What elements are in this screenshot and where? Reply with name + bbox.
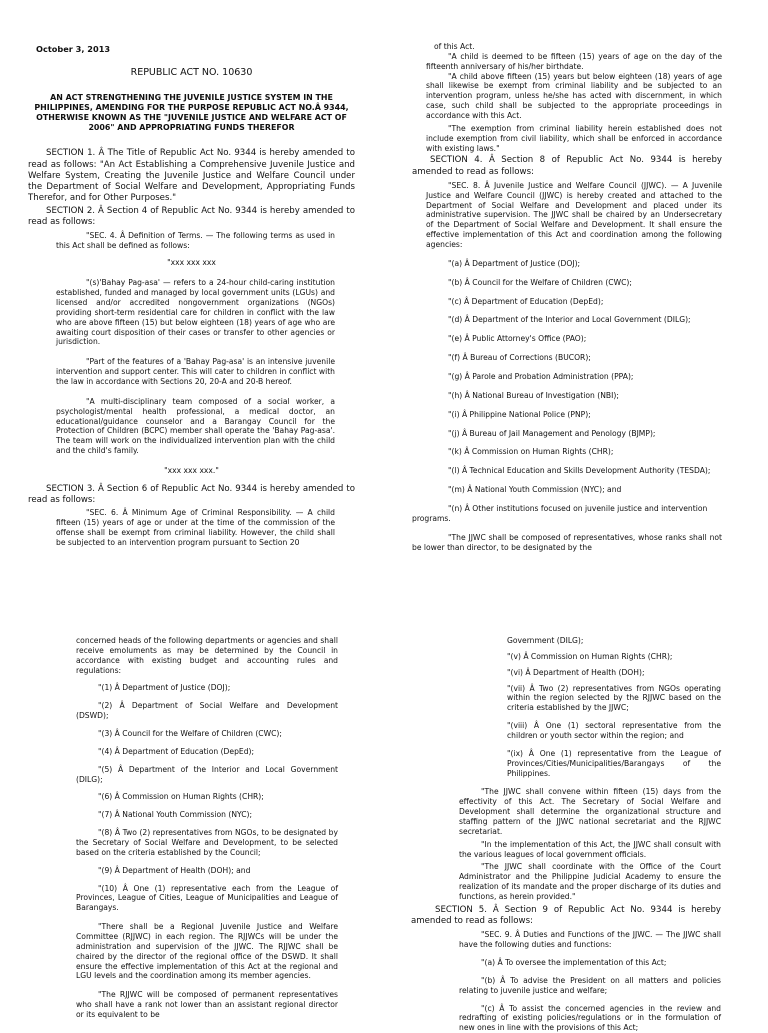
section-3: SECTION 3. Â Section 6 of Republic Act No. 9344 is hereby amended to read as follows: [28,483,355,505]
duty-a: "(a) Â To oversee the implementation of this Act; [481,957,667,967]
agency-l: "(l) Â Technical Education and Skills Development Authority (TESDA); [448,466,711,476]
sec-4-definition-of-terms: "SEC. 4. Â Definition of Terms. — The following terms as used in this Act shall be defined as follows: [56,230,335,250]
document-date: October 3, 2013 [36,44,111,54]
agency-m: "(m) Â National Youth Commission (NYC); and [448,485,622,495]
rjjwc-creation: "There shall be a Regional Juvenile Justice and Welfare Committee (RJJWC) in each region. The RJJWCs will be under the administration and supervision of the JJWC. The RJJWC shall be chaired by the director of the regional office of the DSWD. It shall ensure the effective implementation of this Act at the regional and LGU levels and the coordination among its member agencies. [76,922,338,981]
of-this-act: of this Act. [434,42,475,51]
rjjwc-member-ix: "(ix) Â One (1) representative from the League of Provinces/Cities/Municipalities/Barangays of the Philippines. [507,748,721,778]
rjjwc-composition: "The RJJWC will be composed of permanent representatives who shall have a rank not lower than an assistant regional director or its equivalent to be [76,990,338,1020]
multi-disciplinary-team: "A multi-disciplinary team composed of a social worker, a psychologist/mental health professional, a medical doctor, an educational/guidance counselor and a Barangay Council for the Protection of Children (BCPC) member shall operate the 'Bahay Pag-asa'. The team will work on the individualized intervention plan with the child and the child's family. [56,396,335,456]
page1-left-column [28,44,355,548]
member-10: "(10) Â One (1) representative each from the League of Provinces, League of Cities, League of Municipalities and League of Barangays. [76,883,338,913]
bahay-pag-asa-definition: "(s)'Bahay Pag-asa' — refers to a 24-hour child-caring institution established, funded and managed by local government units (LGUs) and licensed and/or accredited nongovernment organizations (NGOs) providing short-term residential care for children in conflict with the law who are above fifteen (15) but below eighteen (18) years of age who are awaiting court disposition of their cases or transfer to other agencies or jurisdiction. [56,278,335,347]
rjjwc-dilg: Government (DILG); [507,636,584,645]
duty-b: "(b) Â To advise the President on all matters and policies relating to juvenile justice and welfare; [459,975,721,995]
civil-liability-exemption: "The exemption from criminal liability herein established does not include exemption from civil liability, which shall be enforced in accordance with existing laws." [426,123,722,153]
page1-right-column [412,42,722,552]
sec-9-duties: "SEC. 9. Â Duties and Functions of the JJWC. — The JJWC shall have the following duties and functions: [459,930,721,950]
member-2: "(2) Â Department of Social Welfare and Development (DSWD); [76,701,338,721]
placeholder-xxx: "xxx xxx xxx [167,258,216,268]
member-9: "(9) Â Department of Health (DOH); and [98,865,251,875]
agency-j: "(j) Â Bureau of Jail Management and Penology (BJMP); [448,428,656,438]
section-2: SECTION 2. Â Section 4 of Republic Act No. 9344 is hereby amended to read as follows: [28,206,355,228]
act-heading: AN ACT STRENGTHENING THE JUVENILE JUSTICE SYSTEM IN THE PHILIPPINES, AMENDING FOR THE PURPOSE REPUBLIC ACT NO.Â 9344, OTHERWISE KNOWN AS THE "JUVENILE JUSTICE AND WELFARE ACT OF 2006" AND APPROPRIATING FUNDS THEREFOR [34,93,349,133]
member-8: "(8) Â Two (2) representatives from NGOs, to be designated by the Secretary of Social Welfare and Development, to be selected based on the criteria established by the Council; [76,828,338,857]
rjjwc-member-v: "(v) Â Commission on Human Rights (CHR); [507,651,673,661]
sec-8-jjwc: "SEC. 8. Â Juvenile Justice and Welfare Council (JJWC). — A Juvenile Justice and Welfare Council (JJWC) is hereby created and attached to the Department of Social Welfare and Development and placed under its administrative supervision. The JJWC shall be chaired by an Undersecretary of the Department of Social Welfare and Development. It shall ensure the effective implementation of this Act and coordination among the following agencies: [426,180,722,249]
member-4: "(4) Â Department of Education (DepEd); [98,746,255,756]
section-5: SECTION 5. Â Section 9 of Republic Act No. 9344 is hereby amended to read as follows: [411,904,721,927]
page2-left-column [76,636,338,1020]
jjwc-composition: "The JJWC shall be composed of representatives, whose ranks shall not be lower than director, to be designated by the [412,532,722,552]
child-age-deemed: "A child is deemed to be fifteen (15) years of age on the day of the fifteenth anniversary of his/her birthdate. [426,51,722,71]
member-5: "(5) Â Department of the Interior and Local Government (DILG); [76,764,338,784]
child-above-fifteen: "A child above fifteen (15) years but below eighteen (18) years of age shall likewise be exempt from criminal liability and be subjected to an intervention program, unless he/she has acted with discernment, in which case, such child shall be subjected to the appropriate proceedings in accordance with this Act. [426,71,722,121]
agency-n: "(n) Â Other institutions focused on juvenile justice and intervention programs. [412,503,708,523]
agency-d: "(d) Â Department of the Interior and Local Government (DILG); [448,315,691,325]
section-4: SECTION 4. Â Section 8 of Republic Act No. 9344 is hereby amended to read as follows: [412,155,722,177]
rjjwc-member-viii: "(viii) Â One (1) sectoral representative from the children or youth sector within the region; and [507,721,721,741]
duty-c: "(c) Â To assist the concerned agencies in the review and redrafting of existing policies/regulations or in the formulation of new ones in line with the provisions of this Act; [459,1003,721,1033]
section-1: SECTION 1. Â The Title of Republic Act No. 9344 is hereby amended to read as follows: "An Act Establishing a Comprehensive Juvenile Justice and Welfare System, Creating the Juvenile Justice and Welfare Council under the Department of Social Welfare and Development, Appropriating Funds Therefor, and for Other Purposes." [28,148,355,204]
placeholder-xxx-end: "xxx xxx xxx." [164,465,219,475]
agency-h: "(h) Â National Bureau of Investigation (NBI); [448,390,619,400]
agency-g: "(g) Â Parole and Probation Administration (PPA); [448,371,634,381]
jjwc-coordinate: "The JJWC shall coordinate with the Office of the Court Administrator and the Philippine Judicial Academy to ensure the realization of its mandate and the proper discharge of its duties and functions, as herein provided." [459,862,721,902]
rjjwc-member-vi: "(vi) Â Department of Health (DOH); [507,667,645,677]
agency-k: "(k) Â Commission on Human Rights (CHR); [448,447,614,457]
member-1: "(1) Â Department of Justice (DOJ); [98,683,231,693]
agency-f: "(f) Â Bureau of Corrections (BUCOR); [448,353,591,363]
page2-right-column [411,636,721,1033]
republic-act-number: REPUBLIC ACT NO. 10630 [130,67,253,78]
bahay-pag-asa-features: "Part of the features of a 'Bahay Pag-asa' is an intensive juvenile intervention and support center. This will cater to children in conflict with the law in accordance with Sections 20, 20-A and 20-B hereof. [56,357,335,386]
rjjwc-member-vii: "(vii) Â Two (2) representatives from NGOs operating within the region selected by the RJJWC based on the criteria established by the JJWC; [507,683,721,713]
concerned-heads: concerned heads of the following departments or agencies and shall receive emoluments as may be determined by the Council in accordance with existing budget and accounting rules and regulations: [76,636,338,675]
agency-c: "(c) Â Department of Education (DepEd); [448,296,604,306]
jjwc-convene: "The JJWC shall convene within fifteen (15) days from the effectivity of this Act. The Secretary of Social Welfare and Development shall determine the organizational structure and staffing pattern of the JJWC national secretariat and the RJJWC secretariat. [459,787,721,836]
agency-i: "(i) Â Philippine National Police (PNP); [448,409,591,419]
member-6: "(6) Â Commission on Human Rights (CHR); [98,792,264,802]
agency-e: "(e) Â Public Attorney's Office (PAO); [448,334,587,344]
agency-a: "(a) Â Department of Justice (DOJ); [448,258,581,268]
jjwc-consult: "In the implementation of this Act, the JJWC shall consult with the various leagues of local government officials. [459,839,721,859]
member-7: "(7) Â National Youth Commission (NYC); [98,810,253,820]
sec-6-minimum-age: "SEC. 6. Â Minimum Age of Criminal Responsibility. — A child fifteen (15) years of age or under at the time of the commission of the offense shall be exempt from criminal liability. However, the child shall be subjected to an intervention program pursuant to Section 20 [56,508,335,547]
agency-b: "(b) Â Council for the Welfare of Children (CWC); [448,277,632,287]
member-3: "(3) Â Council for the Welfare of Children (CWC); [98,729,282,739]
